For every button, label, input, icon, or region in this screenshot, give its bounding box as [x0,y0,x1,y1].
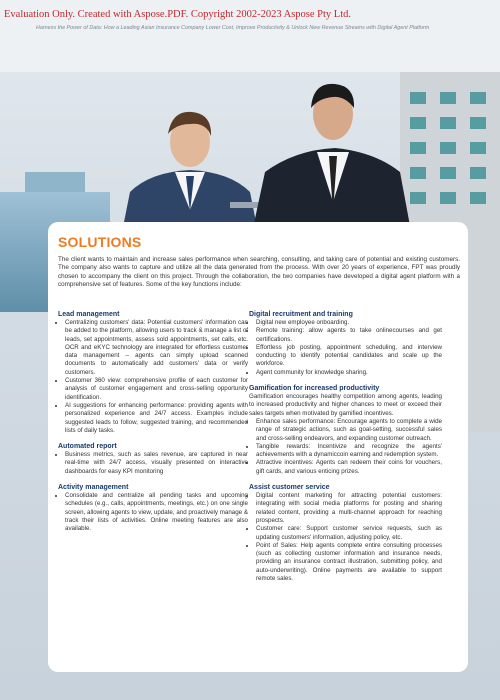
list-item: • Digital new employee onboarding. [256,319,442,327]
window-shape [470,192,486,204]
window-shape [470,142,486,154]
section-heading: Activity management [58,484,129,492]
list-item: • Enhance sales performance: Encourage agents to complete a wide range of strategic actions, such as goal-setting, successful sales and cross-selling endeavors, and expanding customer outreach. [256,418,442,443]
section-heading: Assist customer service [249,484,330,492]
list-item: • Attractive incentives: Agents can redeem their coins for vouchers, gift cards, and various enticing prizes. [256,459,442,476]
window-shape [470,92,486,104]
section-heading: Automated report [58,443,117,451]
window-shape [440,92,456,104]
list-item: • Agent community for knowledge sharing. [256,369,442,377]
list-item: • Point of Sales: Help agents complete entire consulting processes (such as collecting customer information and insurance needs, providing an insurance contract illustration, submitting policy, and auto-underwriting). Online payments are available to support remote sales. [256,542,442,583]
window-shape [440,192,456,204]
recruitment-section [249,311,442,377]
solutions-heading: SOLUTIONS [58,234,142,250]
right-column [249,311,442,591]
list-item: • Effortless job posting, appointment scheduling, and interview conducting to identify potential candidates and scale up the workforce. [256,344,442,369]
list-item: • Tangible rewards: Incentivize and recognize the agents' achievements with a dynamiccoin earning and redemption system. [256,443,442,460]
automated-report-section [58,443,248,476]
section-paragraph: Gamification encourages healthy competition among agents, leading to increased productivity and higher chances to meet or exceed their sales targets when motivated by gamified incentives. [249,393,442,417]
section-heading: Gamification for increased productivity [249,385,380,393]
document-subtitle: Harness the Power of Data: How a Leading Asian Insurance Company Lower Cost, Improve Productivity & Unlock New Revenue Streams with Digital Agent Platform [36,25,430,31]
section-heading: Lead management [58,311,120,318]
window-shape [440,167,456,179]
left-column [58,311,248,542]
list-item: • Customer 360 view: comprehensive profile of each customer for analysis of customer engagement and cross-selling opportunity identification. [65,377,248,402]
lead-management-section [58,311,248,435]
window-shape [470,117,486,129]
list-item: • Digital content marketing for attracting potential customers: integrating with social media platforms for posting and sharing related content, providing a multi-channel approach for reaching prospects. [256,492,442,525]
intro-paragraph: The client wants to maintain and increase sales performance when searching, consulting, and taking care of potential and existing customers. The company also wants to capture and utilize all the data generated from the process. With over 20 years of experience, FPT was proudly chosen to accompany the client on this project. Through the collaboration, the two companies have developed a digital agent platform with a comprehensive set of features. Some of the key functions include: [58,256,460,289]
list-item: • Consolidate and centralize all pending tasks and upcoming schedules (e.g., calls, appointments, meetings, etc.) on one single screen, allowing agents to view, update, and proactively manage & track their lists of activities. Online meeting features are also available. [65,492,248,533]
list-item: • Business metrics, such as sales revenue, are captured in near real-time with 24/7 access, visually presented on interactive dashboards for easy KPI monitoring [65,451,248,476]
window-shape [440,117,456,129]
list-item: • Remote training: allow agents to take onlinecourses and get certifications. [256,327,442,344]
businessman-right-figure [245,72,415,242]
assist-customer-service-section [249,484,442,583]
gamification-section [249,385,442,476]
watermark: Evaluation Only. Created with Aspose.PDF. Copyright 2002-2023 Aspose Pty Ltd. [4,9,352,20]
window-shape [470,167,486,179]
list-item: • Centralizing customers' data: Potential customers' information can be added to the platform, allowing users to track & manage a list of leads, set appointments, assess sold appointments, set calls, etc. OCR and eKYC technology are integrated for effortless customer data management – agents can simply upload scanned documents to automatically add customers' data or verify customers. [65,319,248,377]
list-item: • AI suggestions for enhancing performance: providing agents with personalized experience and 24/7 access. Examples include suggested leads to follow, suggested training, and recommended lists of daily tasks. [65,402,248,435]
list-item: • Customer care: Support customer service requests, such as updating customers' information, adjusting policy, etc. [256,525,442,542]
window-shape [440,142,456,154]
activity-management-section [58,484,248,533]
section-heading: Digital recruitment and training [249,311,353,318]
